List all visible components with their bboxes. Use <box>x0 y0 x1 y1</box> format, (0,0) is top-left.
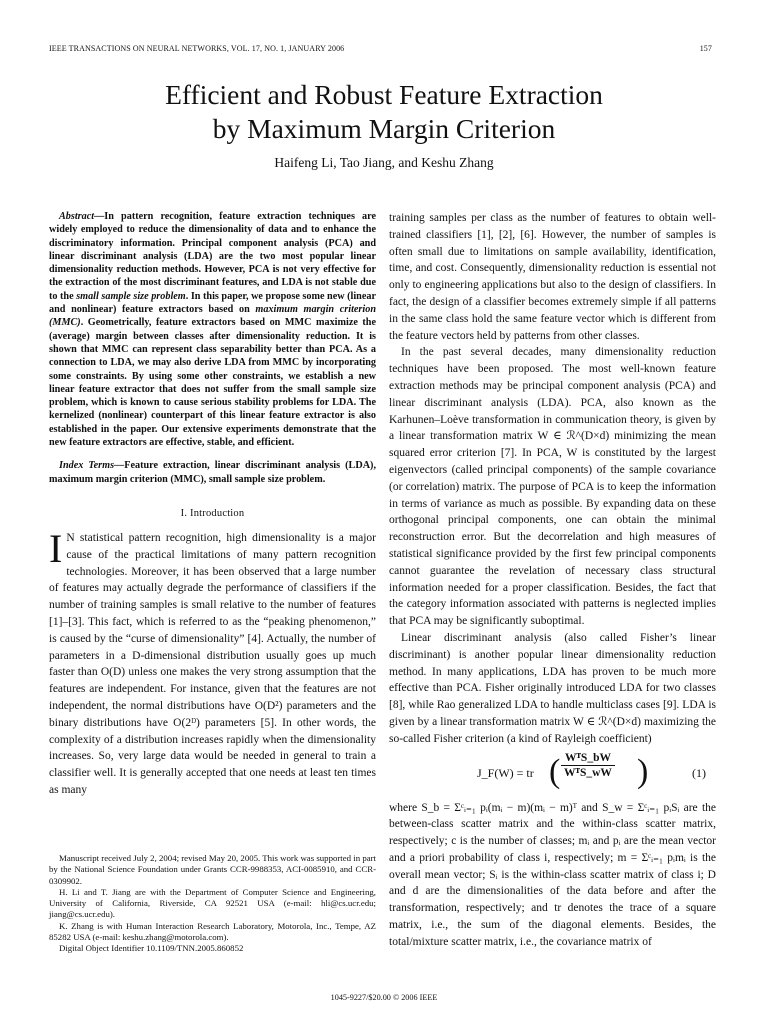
running-header <box>49 44 712 58</box>
abstract-italic-1: small sample size problem <box>76 290 186 302</box>
right-paragraph-2: In the past several decades, many dimensionality reduction techniques have been proposed. The most well-known feature extraction methods may be principal component analysis (PCA) and linear discriminant analysis (LDA). PCA, also known as the Karhunen–Loève transformation in communication theory, is given by a linear transformation matrix W ∈ ℛ^(D×d) minimizing the mean squared error criterion [7]. In PCA, W is constituted by the largest eigenvectors (called principal components) of the sample covariance (or correlation) matrix. The purpose of PCA is to keep the information in terms of variance as much as possible. By expanding data on these orthogonal principal components, one can obtain the minimal reconstruction error. But the decorrelation and high measures of statistical significance provided by the first few principal components cannot guarantee the revelation of necessary class structural information needed for a proper classification. Besides, the fact that the category information associated with patterns is neglected implies that PCA may be significantly suboptimal. <box>389 346 716 628</box>
equation-lhs: J_F(W) = tr <box>477 765 534 780</box>
drop-cap: I <box>49 525 63 571</box>
intro-text: N statistical pattern recognition, high dimensionality is a major cause of the practical limitations of many pattern recognition technologies. Moreover, it has been observed that a large number of features may actually degrade the performance of classifiers if the number of training samples is small relative to the number of features [1]–[3]. This fact, which is referred to as the “peaking phenomenon,” is caused by the “curse of dimensionality” [4]. Actually, the number of parameters in a D-dimensional distribution usually goes up much faster than O(D) unless one makes the very strong assumption that the features are independent. For instance, given that the features are not independent, the normal distributions have O(D²) parameters and the binary distributions have O(2ᴰ) parameters [5]. In other words, the complexity of a distribution increases rapidly when the dimensionality increases. So, very large data would be needed in general to train a classifier well. It is generally accepted that one needs at least ten times as many <box>49 531 376 796</box>
title-line-1: Efficient and Robust Feature Extraction <box>165 79 603 110</box>
section-heading: I. Introduction <box>180 507 245 519</box>
author-list: Haifeng Li, Tao Jiang, and Keshu Zhang <box>274 155 494 170</box>
left-column <box>49 210 376 799</box>
equation-fraction <box>561 752 615 779</box>
paper-title <box>0 78 768 146</box>
footnote-affiliation-1: H. Li and T. Jiang are with the Department of Computer Science and Engineering, University of California, Riverside, CA 92521 USA (e-mail: hli@cs.ucr.edu; jiang@cs.ucr.edu). <box>49 886 376 920</box>
right-column <box>389 210 716 951</box>
equation-numerator: WᵀS_bW <box>561 752 615 766</box>
right-paragraph-1: training samples per class as the number of features to obtain well-trained classifiers [1], [2], [6]. However, the number of samples is often small due to limitations on sample availability, identification, time, and cost. Consequently, dimensionality reduction is essential not only to engineering applications but also to the design of classifiers. In fact, the design of a classifier becomes extremely simple if all patterns in the same class hold the same feature vector which is different from the feature vectors held by patterns from other classes. <box>389 212 716 342</box>
footnote-affiliation-2: K. Zhang is with Human Interaction Research Laboratory, Motorola, Inc., Tempe, AZ 85282 USA (e-mail: keshu.zhang@motorola.com). <box>49 920 376 943</box>
abstract-italic-2: maximum margin criterion (MMC) <box>49 304 376 329</box>
intro-paragraph <box>49 525 376 799</box>
page-number: 157 <box>699 44 712 53</box>
equation-paren-left: ( <box>549 752 561 790</box>
abstract-label: Abstract— <box>59 211 105 222</box>
index-terms <box>49 459 376 486</box>
right-paragraph-4: where S_b = Σᶜᵢ₌₁ pᵢ(mᵢ − m)(mᵢ − m)ᵀ and S_w = Σᶜᵢ₌₁ pᵢSᵢ are the between-class scatter matrix and the within-class scatter matrix, respectively; c is the number of classes; mᵢ and pᵢ are the mean vector and a priori probability of class i, respectively; m = Σᶜᵢ₌₁ pᵢmᵢ is the overall mean vector; Sᵢ is the within-class scatter matrix of class i; D and d are the dimensionalities of the data before and after the transformation, respectively; and tr denotes the trace of a square matrix, i.e., the sum of the diagonal elements. Besides, the total/mixture scatter matrix, i.e., the covariance matrix of <box>389 801 716 948</box>
copyright-footer: 1045-9227/$20.00 © 2006 IEEE <box>330 993 438 1002</box>
abstract-text-1: In pattern recognition, feature extraction techniques are widely employed to reduce the dimensionality of data and to enhance the discriminatory information. Principal component analysis (PCA) and linear discriminant analysis (LDA) are the two most popular linear dimensionality reduction methods. However, PCA is not very effective for the extraction of the most discriminant features, and LDA is not stable due to the <box>49 211 376 302</box>
footnote-manuscript: Manuscript received July 2, 2004; revised May 20, 2005. This work was supported in part by the National Science Foundation under Grants CCR-9988353, ACI-0085910, and CCR-0309902. <box>49 853 376 886</box>
journal-citation: IEEE TRANSACTIONS ON NEURAL NETWORKS, VOL. 17, NO. 1, JANUARY 2006 <box>49 44 345 53</box>
abstract <box>49 210 376 449</box>
right-paragraph-3: Linear discriminant analysis (also called Fisher’s linear discriminant) is another popular linear dimensionality reduction method. In many applications, LDA has proven to be much more effective than PCA. Fisher originally introduced LDA for two classes [8], while Rao generalized LDA to handle multiclass cases [9]. LDA is given by a linear transformation matrix W ∈ ℛ^(D×d) maximizing the so-called Fisher criterion (a kind of Rayleigh coefficient) <box>389 631 716 745</box>
footnotes <box>49 853 376 955</box>
equation-paren-right: ) <box>637 752 649 790</box>
index-terms-text: Feature extraction, linear discriminant analysis (LDA), maximum margin criterion (MMC), small sample size problem. <box>49 460 376 485</box>
abstract-text-3: . Geometrically, feature extractors based on MMC maximize the (average) margin between classes after dimensionality reduction. It is shown that MMC can represent class separability better than PCA. As a connection to LDA, we may also derive LDA from MMC by incorporating some constraints. By using some other constraints, we establish a new linear feature extractor that does not suffer from the small sample size problem, which is known to cause serious stability problems for LDA. The kernelized (nonlinear) counterpart of this linear feature extractor is also established in the paper. Our extensive experiments demonstrate that the new feature extractors are effective, stable, and efficient. <box>49 317 376 449</box>
equation-number: (1) <box>692 765 706 780</box>
abstract-text-2: . In this paper, we propose some new (linear and nonlinear) feature extractors based on <box>49 290 376 316</box>
equation-1 <box>389 752 716 800</box>
index-terms-label: Index Terms— <box>59 460 125 472</box>
title-line-2: by Maximum Margin Criterion <box>212 113 556 144</box>
footnote-doi: Digital Object Identifier 10.1109/TNN.2005.860852 <box>59 943 244 954</box>
equation-denominator: WᵀS_wW <box>564 766 612 779</box>
